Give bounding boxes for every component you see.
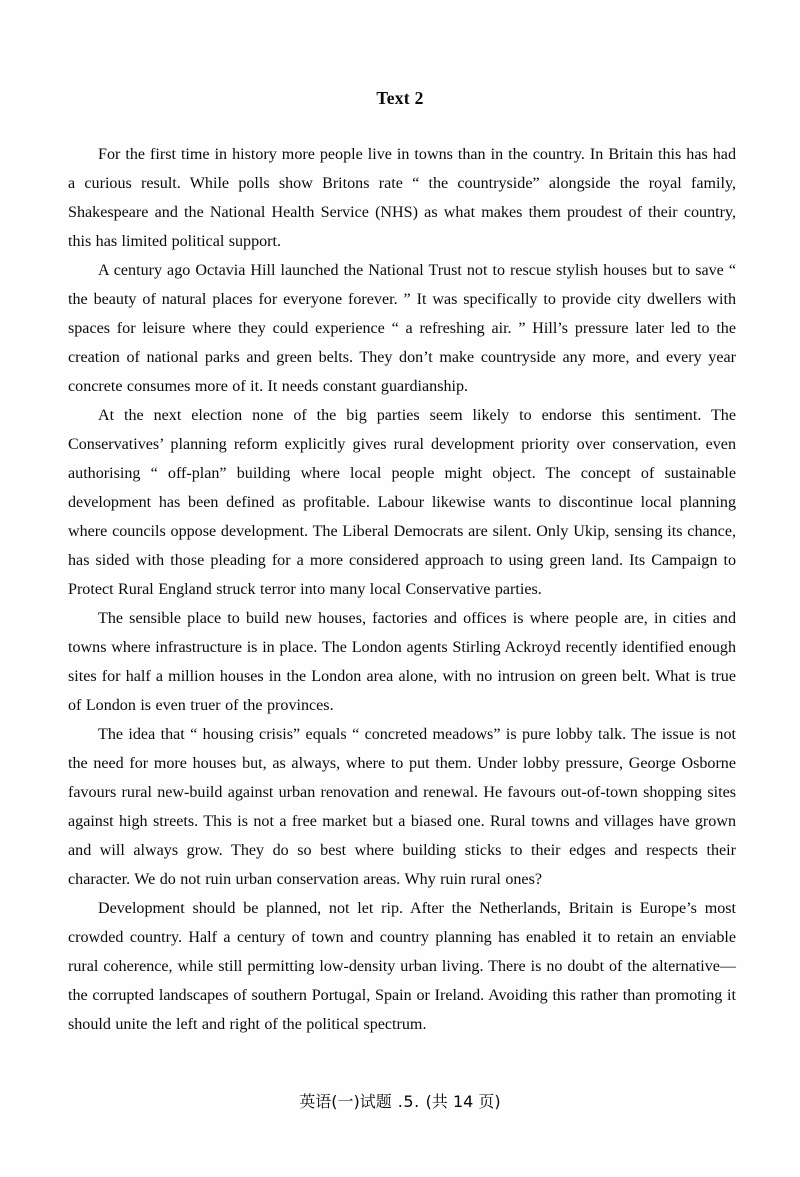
paragraph: The idea that “ housing crisis” equals “ concreted meadows” is pure lobby talk. The issue is not the need for more houses but, as always, where to put them. Under lobby pressure, George Osborne favours rural new-build against urban renovation and renewal. He favours out-of-town shopping sites against high streets. This is not a free market but a biased one. Rural towns and villages have grown and will always grow. They do so best where building sticks to their edges and respects their character. We do not ruin urban conservation areas. Why ruin rural ones?	[68, 726, 736, 888]
paragraph: Development should be planned, not let rip. After the Netherlands, Britain is Europe’s most crowded country. Half a century of town and country planning has enabled it to retain an enviable rural coherence, while still permitting low-density urban living. There is no doubt of the alternative—the corrupted landscapes of southern Portugal, Spain or Ireland. Avoiding this rather than promoting it should unite the left and right of the political spectrum.	[68, 900, 736, 1033]
article-body	[68, 140, 736, 1039]
footer-total-pages: (共 14 页)	[425, 1092, 501, 1111]
paragraph: The sensible place to build new houses, factories and offices is where people are, in cities and towns where infrastructure is in place. The London agents Stirling Ackroyd recently identified enough sites for half a million houses in the London area alone, with no intrusion on green belt. What is true of London is even truer of the provinces.	[68, 610, 736, 714]
page-footer	[0, 1089, 800, 1112]
paragraph: For the first time in history more people live in towns than in the country. In Britain this has had a curious result. While polls show Britons rate “ the countryside” alongside the royal family, Shakespeare and the National Health Service (NHS) as what makes them proudest of their country, this has limited political support.	[68, 146, 736, 250]
paragraph: At the next election none of the big parties seem likely to endorse this sentiment. The Conservatives’ planning reform explicitly gives rural development priority over conservation, even authorising “ off-plan” building where local people might object. The concept of sustainable development has been defined as profitable. Labour likewise wants to discontinue local planning where councils oppose development. The Liberal Democrats are silent. Only Ukip, sensing its chance, has sided with those pleading for a more considered approach to using green land. Its Campaign to Protect Rural England struck terror into many local Conservative parties.	[68, 407, 736, 598]
footer-subject: 英语(一)试题	[299, 1092, 392, 1111]
page-title: Text 2	[376, 88, 424, 108]
footer-page-number: .5.	[397, 1092, 420, 1111]
paragraph: A century ago Octavia Hill launched the National Trust not to rescue stylish houses but to save “ the beauty of natural places for everyone forever. ” It was specifically to provide city dwellers with spaces for leisure where they could experience “ a refreshing air. ” Hill’s pressure later led to the creation of national parks and green belts. They don’t make countryside any more, and every year concrete consumes more of it. It needs constant guardianship.	[68, 262, 736, 395]
